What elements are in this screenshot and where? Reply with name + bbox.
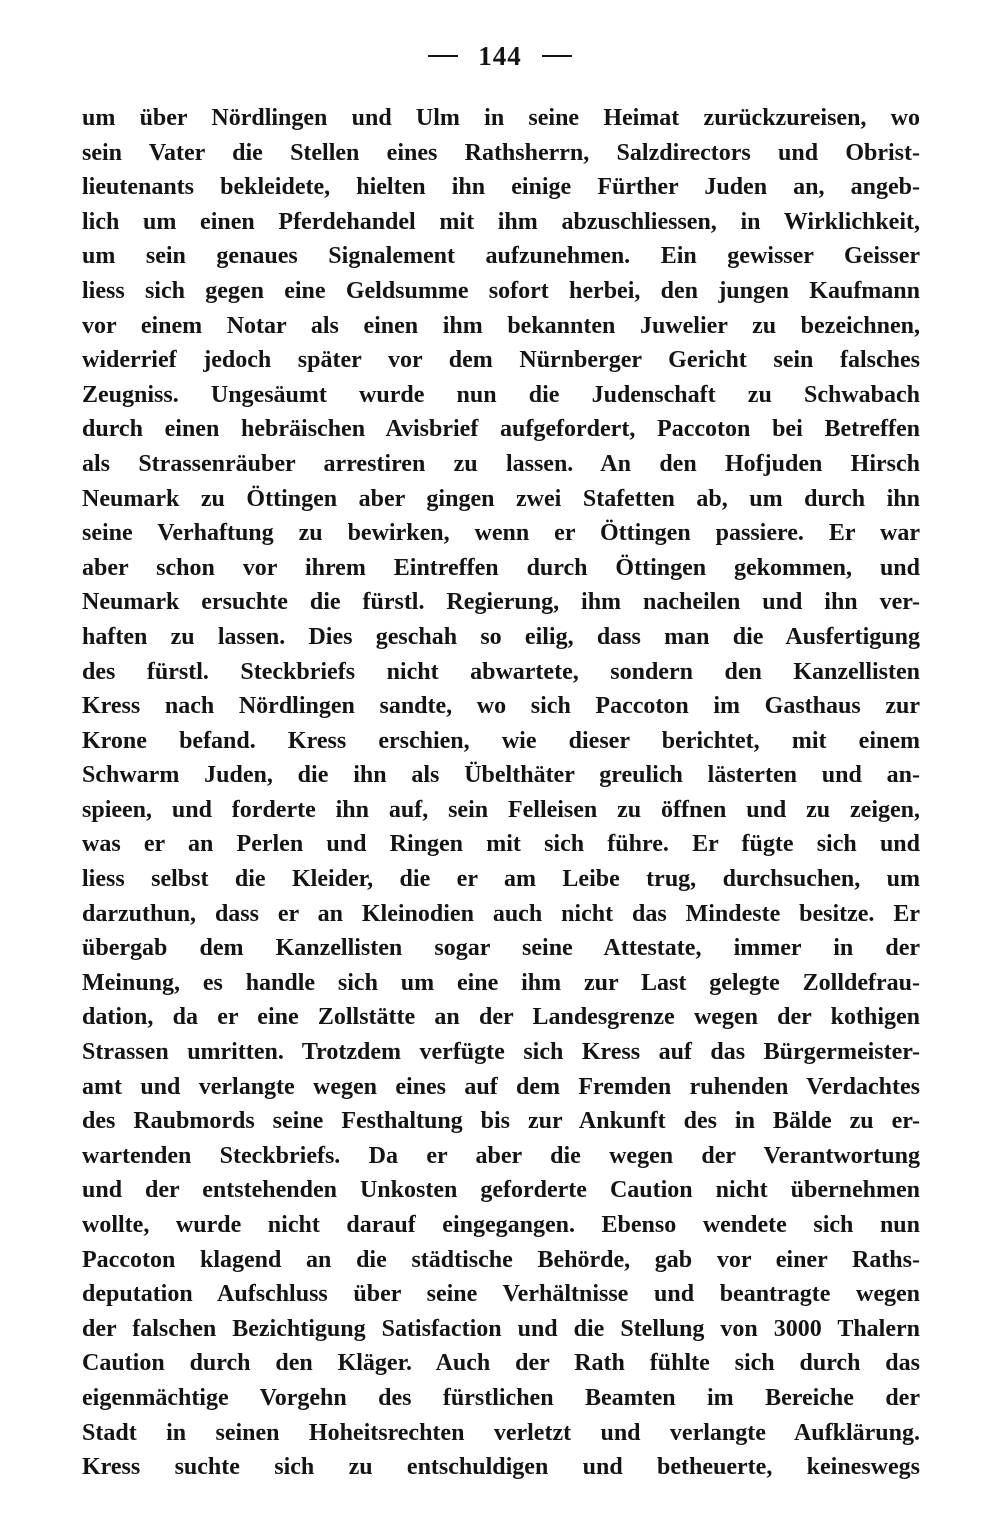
text-line: Kress suchte sich zu entschuldigen und betheuerte, keineswegs (82, 1454, 920, 1481)
text-line: um sein genaues Signalement aufzunehmen. Ein gewisser Geisser (82, 243, 920, 270)
text-line: Meinung, es handle sich um eine ihm zur Last gelegte Zolldefrau- (82, 969, 920, 996)
text-line: Paccoton klagend an die städtische Behörde, gab vor einer Raths- (82, 1246, 920, 1273)
text-line: haften zu lassen. Dies geschah so eilig, dass man die Ausfertigung (82, 623, 920, 650)
text-line: Neumark ersuchte die fürstl. Regierung, ihm nacheilen und ihn ver- (82, 589, 920, 616)
text-line: Stadt in seinen Hoheitsrechten verletzt und verlangte Aufklärung. (82, 1419, 920, 1446)
text-line: vor einem Notar als einen ihm bekannten Juwelier zu bezeichnen, (82, 312, 920, 339)
text-line: um über Nördlingen und Ulm in seine Heimat zurückzureisen, wo (82, 105, 920, 131)
text-line: Caution durch den Kläger. Auch der Rath fühlte sich durch das (82, 1350, 920, 1377)
text-line: liess sich gegen eine Geldsumme sofort herbei, den jungen Kaufmann (82, 277, 920, 304)
body-text (82, 101, 920, 1485)
text-line: Zeugniss. Ungesäumt wurde nun die Judenschaft zu Schwabach (82, 381, 920, 408)
text-line: Krone befand. Kress erschien, wie dieser berichtet, mit einem (82, 727, 920, 754)
text-line: lich um einen Pferdehandel mit ihm abzuschliessen, in Wirklichkeit, (82, 208, 920, 235)
text-line: was er an Perlen und Ringen mit sich führe. Er fügte sich und (82, 831, 920, 858)
page-number: 144 (478, 40, 522, 71)
text-line: seine Verhaftung zu bewirken, wenn er Öttingen passiere. Er war (82, 520, 920, 547)
text-line: widerrief jedoch später vor dem Nürnberger Gericht sein falsches (82, 347, 920, 374)
text-line: wartenden Steckbriefs. Da er aber die wegen der Verantwortung (82, 1142, 920, 1169)
page-header (0, 36, 1000, 76)
text-line: eigenmächtige Vorgehn des fürstlichen Beamten im Bereiche der (82, 1384, 920, 1411)
text-line: durch einen hebräischen Avisbrief aufgefordert, Paccoton bei Betreffen (82, 416, 920, 443)
text-line: als Strassenräuber arrestiren zu lassen. An den Hofjuden Hirsch (82, 450, 920, 477)
text-line: Neumark zu Öttingen aber gingen zwei Stafetten ab, um durch ihn (82, 485, 920, 512)
text-line: Kress nach Nördlingen sandte, wo sich Paccoton im Gasthaus zur (82, 693, 920, 720)
text-line: dation, da er eine Zollstätte an der Landesgrenze wegen der kothigen (82, 1004, 920, 1031)
text-line: des Raubmords seine Festhaltung bis zur Ankunft des in Bälde zu er- (82, 1108, 920, 1135)
header-dash-right (542, 55, 572, 57)
text-line: spieen, und forderte ihn auf, sein Felleisen zu öffnen und zu zeigen, (82, 796, 920, 823)
text-line: lieutenants bekleidete, hielten ihn einige Fürther Juden an, angeb- (82, 174, 920, 201)
text-line: wollte, wurde nicht darauf eingegangen. Ebenso wendete sich nun (82, 1212, 920, 1238)
text-line: und der entstehenden Unkosten geforderte Caution nicht übernehmen (82, 1177, 920, 1204)
text-line: amt und verlangte wegen eines auf dem Fremden ruhenden Verdachtes (82, 1073, 920, 1100)
text-line: darzuthun, dass er an Kleinodien auch nicht das Mindeste besitze. Er (82, 900, 920, 927)
text-line: Strassen umritten. Trotzdem verfügte sich Kress auf das Bürgermeister- (82, 1039, 920, 1066)
text-line: übergab dem Kanzellisten sogar seine Attestate, immer in der (82, 935, 920, 962)
header-dash-left (428, 55, 458, 57)
text-line: des fürstl. Steckbriefs nicht abwartete, sondern den Kanzellisten (82, 658, 920, 685)
text-line: Schwarm Juden, die ihn als Übelthäter greulich lästerten und an- (82, 762, 920, 789)
text-line: deputation Aufschluss über seine Verhältnisse und beantragte wegen (82, 1281, 920, 1308)
text-line: der falschen Bezichtigung Satisfaction und die Stellung von 3000 Thalern (82, 1315, 920, 1342)
text-line: liess selbst die Kleider, die er am Leibe trug, durchsuchen, um (82, 866, 920, 893)
text-line: aber schon vor ihrem Eintreffen durch Öttingen gekommen, und (82, 554, 920, 581)
text-line: sein Vater die Stellen eines Rathsherrn, Salzdirectors und Obrist- (82, 139, 920, 166)
